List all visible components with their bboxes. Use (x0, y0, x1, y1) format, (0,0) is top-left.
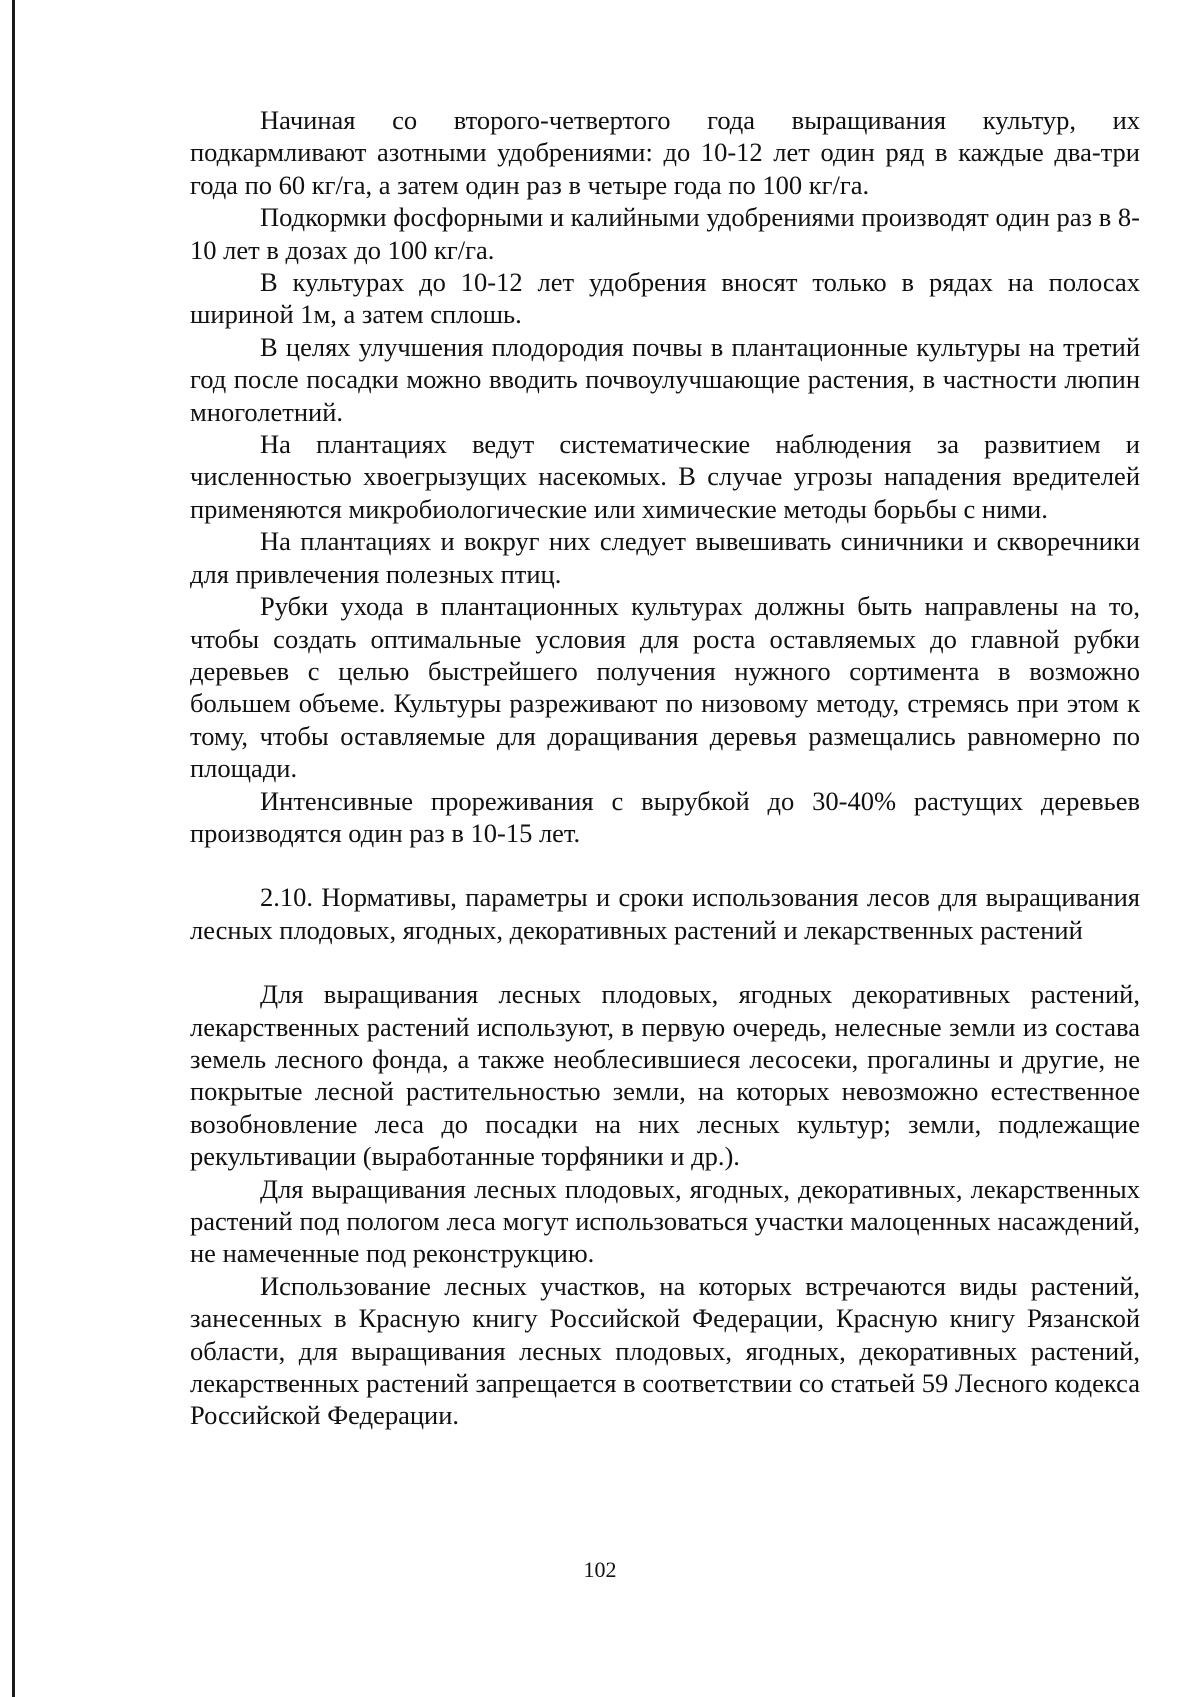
document-page (190, 104, 1140, 1432)
section-heading: 2.10. Нормативы, параметры и сроки использования лесов для выращивания лесных плодовых, ягодных, декоративных растений и лекарственных растений (190, 882, 1140, 945)
paragraph-thinning-cuts: Рубки ухода в плантационных культурах должны быть направлены на то, чтобы создать оптимальные условия для роста оставляемых до главной рубки деревьев с целью быстрейшего получения нужного сортимента в возможно большем объеме. Культуры разреживают по низовому методу, стремясь при этом к тому, чтобы оставляемые для доращивания деревья размещались равномерно по площади. (190, 591, 1140, 784)
paragraph-pest-monitoring: На плантациях ведут систематические наблюдения за развитием и численностью хвоегрызущих насекомых. В случае угрозы нападения вредителей применяются микробиологические или химические методы борьбы с ними. (190, 429, 1140, 524)
spacer (190, 849, 1140, 881)
paragraph-land-use: Для выращивания лесных плодовых, ягодных декоративных растений, лекарственных растений используют, в первую очередь, нелесные земли из состава земель лесного фонда, а также необлесившиеся лесосеки, прогалины и другие, не покрытые лесной растительностью земли, на которых невозможно естественное возобновление леса до посадки на них лесных культур; земли, подлежащие рекультивации (выработанные торфяники и др.). (190, 979, 1140, 1172)
paragraph-intensive-thinning: Интенсивные прореживания с вырубкой до 30-40% растущих деревьев производятся один раз в 10-15 лет. (190, 785, 1140, 848)
scan-edge-line (12, 0, 15, 1697)
paragraph-red-book-restriction: Использование лесных участков, на которых встречаются виды растений, занесенных в Красную книгу Российской Федерации, Красную книгу Рязанской области, для выращивания лесных плодовых, ягодных, декоративных растений, лекарственных растений запрещается в соответствии со статьей 59 Лесного кодекса Российской Федерации. (190, 1270, 1140, 1431)
paragraph-nitrogen-fertilizing: Начиная со второго-четвертого года выращивания культур, их подкармливают азотными удобрениями: до 10-12 лет один ряд в каждые два-три года по 60 кг/га, а затем один раз в четыре года по 100 кг/га. (190, 105, 1140, 200)
paragraph-birdhouses: На плантациях и вокруг них следует вывешивать синичники и скворечники для привлечения полезных птиц. (190, 526, 1140, 589)
paragraph-fertilizer-rows: В культурах до 10-12 лет удобрения вносят только в рядах на полосах шириной 1м, а затем сплошь. (190, 267, 1140, 330)
paragraph-phosphorus-potassium: Подкормки фосфорными и калийными удобрениями производят один раз в 8-10 лет в дозах до 100 кг/га. (190, 202, 1140, 265)
spacer (190, 946, 1140, 978)
paragraph-canopy-plots: Для выращивания лесных плодовых, ягодных, декоративных, лекарственных растений под пологом леса могут использоваться участки малоценных насаждений, не намеченные под реконструкцию. (190, 1173, 1140, 1269)
page-number: 102 (583, 1557, 617, 1582)
paragraph-soil-improvement: В целях улучшения плодородия почвы в плантационные культуры на третий год после посадки можно вводить почвоулучшающие растения, в частности люпин многолетний. (190, 331, 1140, 427)
